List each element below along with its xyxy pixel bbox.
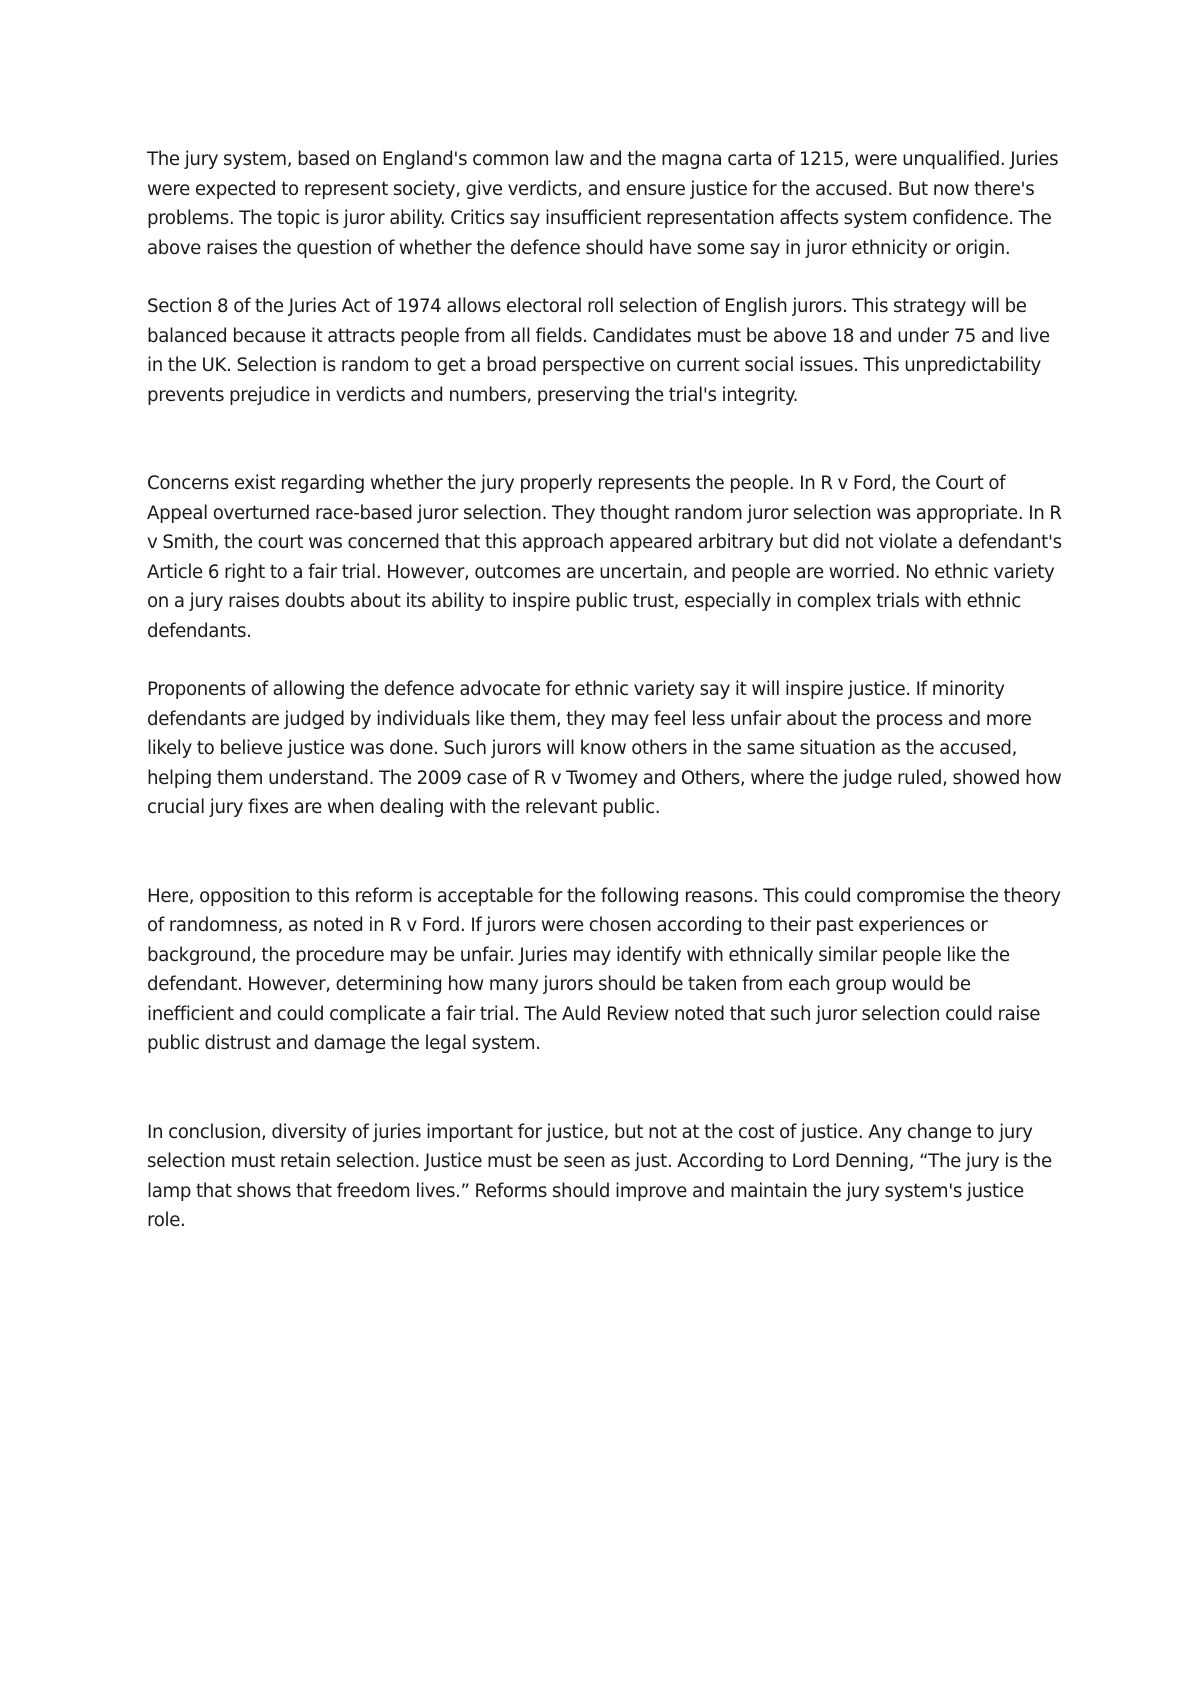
paragraph-juries-act: Section 8 of the Juries Act of 1974 allows electoral roll selection of English jurors. This strategy will be balanced because it attracts people from all fields. Candidates must be above 18 and under 75 and live in the UK. Selection is random to get a broad perspective on current social issues. This unpredictability prevents prejudice in verdicts and numbers, preserving the trial's integrity. bbox=[147, 296, 1050, 406]
document-body bbox=[147, 145, 1062, 1236]
paragraph-introduction: The jury system, based on England's common law and the magna carta of 1215, were unqualified. Juries were expected to represent society, give verdicts, and ensure justice for the accused. But now there's problems. The topic is juror ability. Critics say insufficient representation affects system confidence. The above raises the question of whether the defence should have some say in juror ethnicity or origin. bbox=[147, 149, 1059, 259]
paragraph-conclusion: In conclusion, diversity of juries important for justice, but not at the cost of justice. Any change to jury selection must retain selection. Justice must be seen as just. According to Lord Denning, “The jury is the lamp that shows that freedom lives.” Reforms should improve and maintain the jury system's justice role. bbox=[147, 1121, 1052, 1231]
paragraph-opposition: Here, opposition to this reform is acceptable for the following reasons. This could compromise the theory of randomness, as noted in R v Ford. If jurors were chosen according to their past experiences or background, the procedure may be unfair. Juries may identify with ethnically similar people like the defendant. However, determining how many jurors should be taken from each group would be inefficient and could complicate a fair trial. The Auld Review noted that such juror selection could raise public distrust and damage the legal system. bbox=[147, 885, 1061, 1054]
paragraph-concerns: Concerns exist regarding whether the jury properly represents the people. In R v Ford, the Court of Appeal overturned race-based juror selection. They thought random juror selection was appropriate. In R v Smith, the court was concerned that this approach appeared arbitrary but did not violate a defendant's Article 6 right to a fair trial. However, outcomes are uncertain, and people are worried. No ethnic variety on a jury raises doubts about its ability to inspire public trust, especially in complex trials with ethnic defendants. bbox=[147, 473, 1062, 642]
paragraph-proponents: Proponents of allowing the defence advocate for ethnic variety say it will inspire justice. If minority defendants are judged by individuals like them, they may feel less unfair about the process and more likely to believe justice was done. Such jurors will know others in the same situation as the accused, helping them understand. The 2009 case of R v Twomey and Others, where the judge ruled, showed how crucial jury fixes are when dealing with the relevant public. bbox=[147, 679, 1062, 818]
